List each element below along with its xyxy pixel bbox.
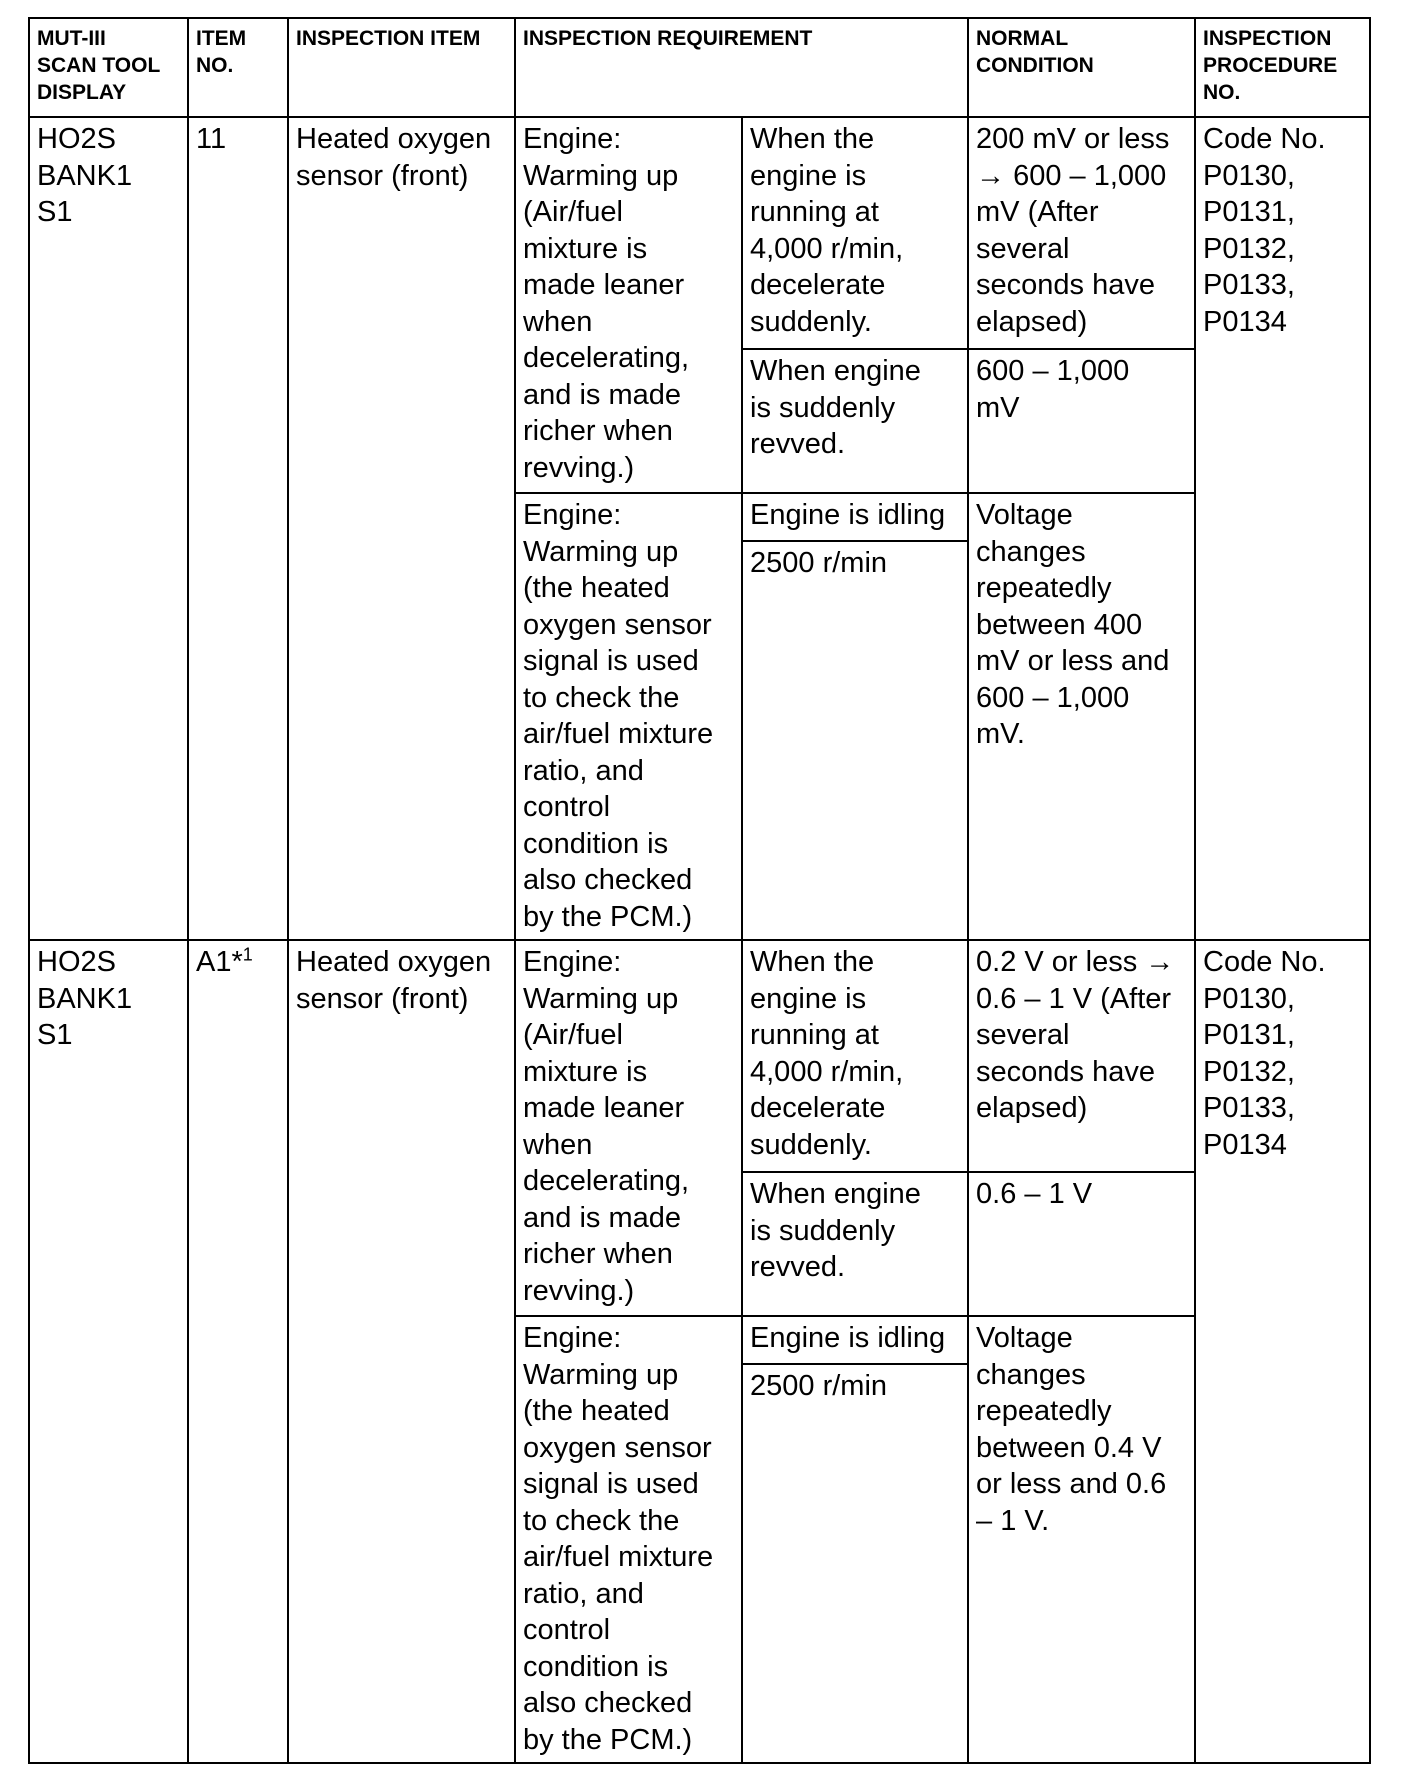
procedure-no-cell: Code No. P0130, P0131, P0132, P0133, P0134 [1195,117,1370,940]
normal-condition-decelerate-cell: 200 mV or less → 600 – 1,000 mV (After several seconds have elapsed) [968,117,1195,349]
item-no-text: 11 [196,123,227,155]
item-no-cell [188,940,288,1763]
normal-condition-decelerate-cell: 0.2 V or less → 0.6 – 1 V (After several seconds have elapsed) [968,940,1195,1172]
requirement-decel-revving-cell: Engine: Warming up (Air/fuel mixture is made leaner when decelerating, and is made richer when revving.) [515,940,742,1316]
header-procedure-no: INSPECTION PROCEDURE NO. [1195,18,1370,117]
normal-condition-revved-cell: 600 – 1,000 mV [968,349,1195,493]
item-no-text: A1* [196,946,243,978]
header-item-no: ITEM NO. [188,18,288,117]
normal-condition-revved-cell: 0.6 – 1 V [968,1172,1195,1316]
normal-condition-feedback-cell: Voltage changes repeatedly between 400 mV or less and 600 – 1,000 mV. [968,493,1195,940]
item-no-footnote: 1 [242,944,253,965]
table-row [29,940,1370,1172]
requirement-decel-revving-cell: Engine: Warming up (Air/fuel mixture is made leaner when decelerating, and is made richer when revving.) [515,117,742,493]
requirement-idling-cell: Engine is idling [742,1316,968,1364]
table-header-row [29,18,1370,117]
requirement-feedback-cell: Engine: Warming up (the heated oxygen sensor signal is used to check the air/fuel mixture ratio, and control condition is also checked by the PCM.) [515,1316,742,1763]
requirement-idling-cell: Engine is idling [742,493,968,541]
requirement-decelerate-cell: When the engine is running at 4,000 r/min, decelerate suddenly. [742,117,968,349]
header-inspection-requirement: INSPECTION REQUIREMENT [515,18,968,117]
requirement-feedback-cell: Engine: Warming up (the heated oxygen sensor signal is used to check the air/fuel mixture ratio, and control condition is also checked by the PCM.) [515,493,742,940]
requirement-revved-cell: When engine is suddenly revved. [742,349,968,493]
table-row [29,117,1370,349]
requirement-revved-cell: When engine is suddenly revved. [742,1172,968,1316]
header-inspection-item: INSPECTION ITEM [288,18,515,117]
header-normal-condition: NORMAL CONDITION [968,18,1195,117]
requirement-2500-cell: 2500 r/min [742,1364,968,1763]
inspection-table [28,17,1371,1764]
scan-tool-display-cell: HO2S BANK1 S1 [29,117,188,940]
inspection-item-cell: Heated oxygen sensor (front) [288,940,515,1763]
requirement-2500-cell: 2500 r/min [742,541,968,940]
header-scan-tool-display: MUT-III SCAN TOOL DISPLAY [29,18,188,117]
procedure-no-cell: Code No. P0130, P0131, P0132, P0133, P0134 [1195,940,1370,1763]
requirement-decelerate-cell: When the engine is running at 4,000 r/min, decelerate suddenly. [742,940,968,1172]
normal-condition-feedback-cell: Voltage changes repeatedly between 0.4 V or less and 0.6 – 1 V. [968,1316,1195,1763]
item-no-cell [188,117,288,940]
inspection-item-cell: Heated oxygen sensor (front) [288,117,515,940]
scan-tool-display-cell: HO2S BANK1 S1 [29,940,188,1763]
